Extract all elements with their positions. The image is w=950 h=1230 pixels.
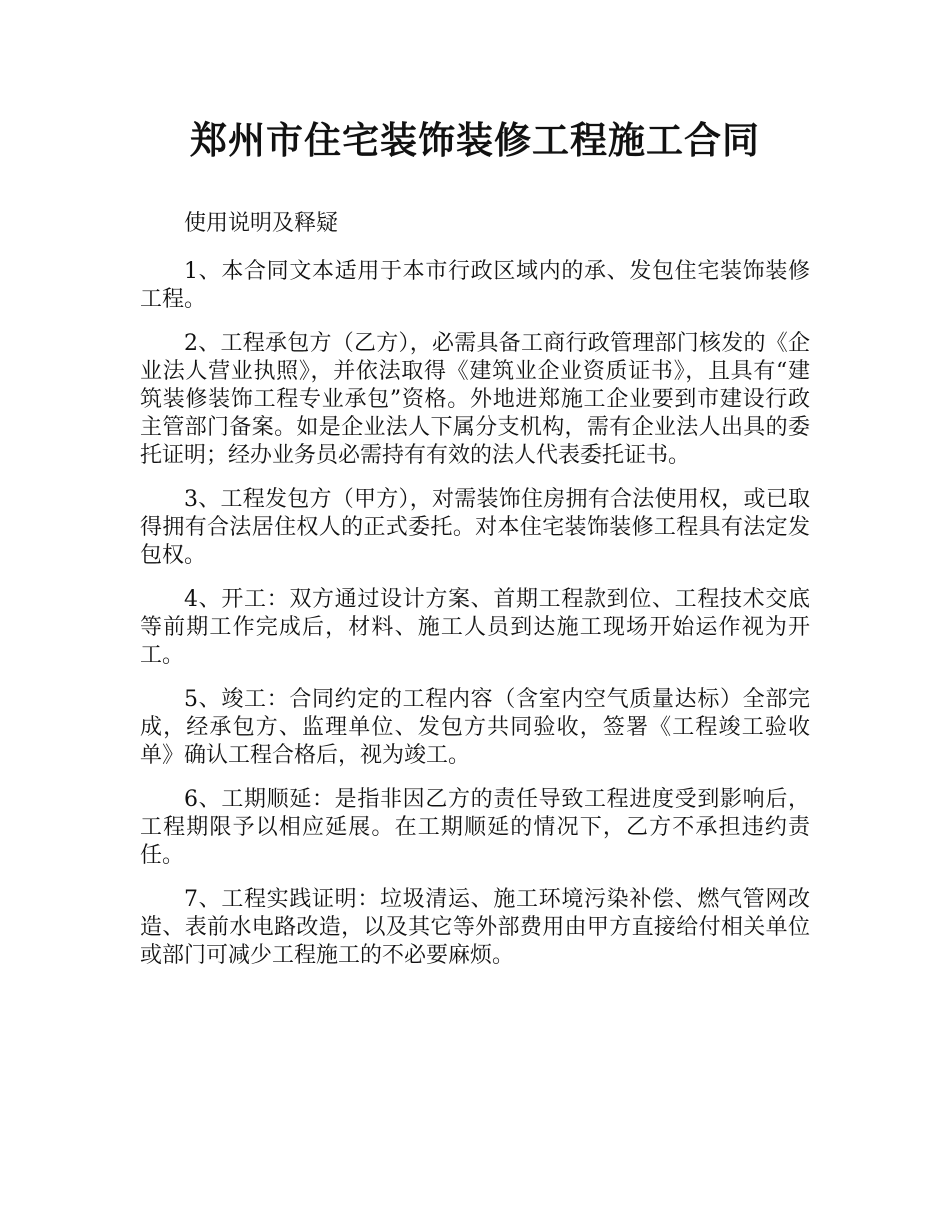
intro-heading: 使用说明及释疑	[184, 211, 339, 236]
clause-7: 7、工程实践证明：垃圾清运、施工环境污染补偿、燃气管网改造、表前水电路改造，以及其它等外部费用由甲方直接给付相关单位或部门可减少工程施工的不必要麻烦。	[140, 887, 810, 968]
clause-6: 6、工期顺延：是指非因乙方的责任导致工程进度受到影响后，工程期限予以相应延展。在工期顺延的情况下，乙方不承担违约责任。	[140, 787, 810, 868]
clause-5: 5、竣工：合同约定的工程内容（含室内空气质量达标）全部完成，经承包方、监理单位、发包方共同验收，签署《工程竣工验收单》确认工程合格后，视为竣工。	[140, 687, 810, 768]
clause-4: 4、开工：双方通过设计方案、首期工程款到位、工程技术交底等前期工作完成后，材料、施工人员到达施工现场开始运作视为开工。	[140, 587, 810, 668]
clause-2: 2、工程承包方（乙方），必需具备工商行政管理部门核发的《企业法人营业执照》，并依法取得《建筑业企业资质证书》，且具有“建筑装修装饰工程专业承包”资格。外地进郑施工企业要到市建设行政主管部门备案。如是企业法人下属分支机构，需有企业法人出具的委托证明；经办业务员必需持有有效的法人代表委托证书。	[140, 331, 810, 468]
document-title: 郑州市住宅装饰装修工程施工合同	[190, 119, 760, 162]
clause-1: 1、本合同文本适用于本市行政区域内的承、发包住宅装饰装修工程。	[140, 259, 810, 312]
clause-3: 3、工程发包方（甲方），对需装饰住房拥有合法使用权，或已取得拥有合法居住权人的正式委托。对本住宅装饰装修工程具有法定发包权。	[140, 487, 810, 568]
